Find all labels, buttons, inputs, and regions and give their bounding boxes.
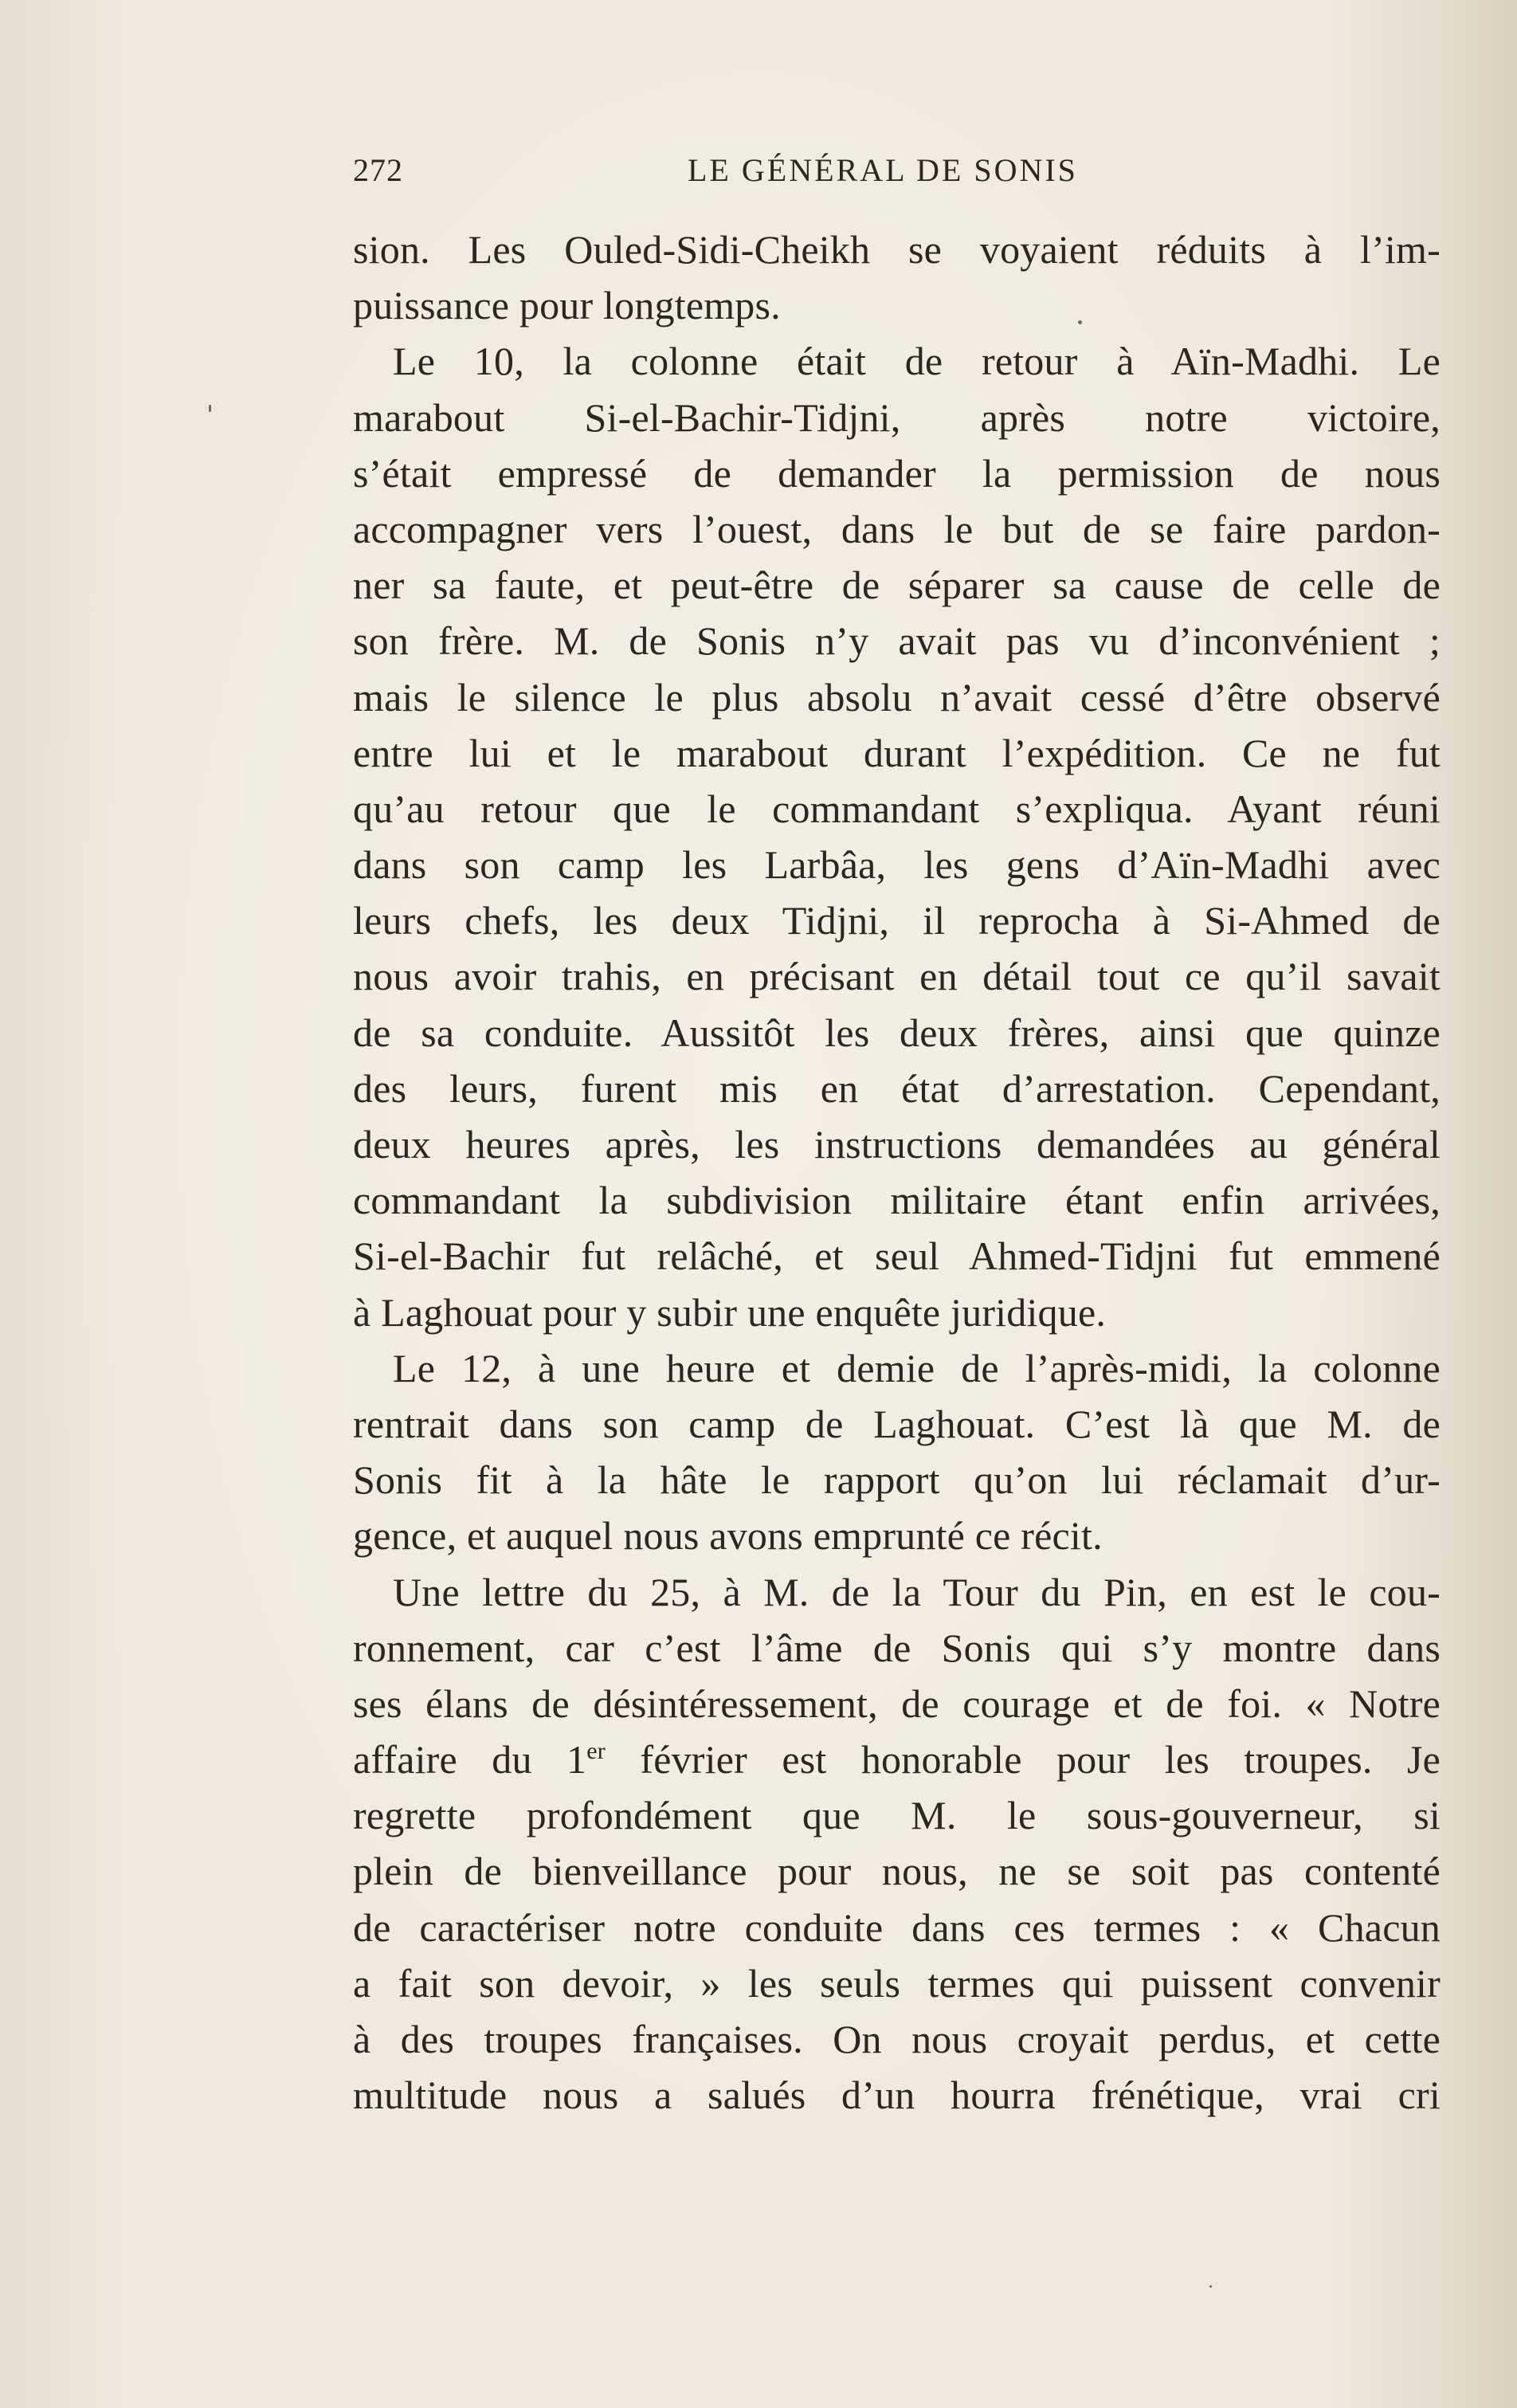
text-line: de caractériser notre conduite dans ces termes : « Chacun bbox=[353, 1904, 1441, 1950]
text-line: dans son camp les Larbâa, les gens d’Aïn-Madhi avec bbox=[353, 842, 1441, 888]
text-line: nous avoir trahis, en précisant en détail tout ce qu’il savait bbox=[353, 954, 1441, 999]
text-line: ses élans de désintéressement, de courage et de foi. « Notre bbox=[353, 1681, 1441, 1726]
text-line: a fait son devoir, » les seuls termes qui puissent convenir bbox=[353, 1960, 1441, 2006]
text-line: de sa conduite. Aussitôt les deux frères, ainsi que quinze bbox=[353, 1010, 1441, 1055]
text-line: deux heures après, les instructions demandées au général bbox=[353, 1122, 1441, 1167]
text-line: qu’au retour que le commandant s’expliqua. Ayant réuni bbox=[353, 786, 1441, 831]
text-line: accompagner vers l’ouest, dans le but de se faire pardon- bbox=[353, 506, 1441, 551]
text-line-with-superscript bbox=[353, 1731, 1441, 1787]
superscript: er bbox=[586, 1738, 606, 1765]
text-line: sion. Les Ouled-Sidi-Cheikh se voyaient réduits à l’im- bbox=[353, 227, 1441, 272]
running-head bbox=[353, 151, 1441, 199]
paper-speck bbox=[1078, 320, 1082, 324]
paragraph-start-line: Une lettre du 25, à M. de la Tour du Pin, en est le cou- bbox=[393, 1569, 1441, 1614]
text-line: rentrait dans son camp de Laghouat. C’est là que M. de bbox=[353, 1401, 1441, 1446]
paragraph-start-line: Le 12, à une heure et demie de l’après-midi, la colonne bbox=[393, 1345, 1441, 1390]
text-line: leurs chefs, les deux Tidjni, il reprocha à Si-Ahmed de bbox=[353, 898, 1441, 943]
paper-speck bbox=[1209, 2285, 1212, 2288]
line-segment: affaire du 1 bbox=[353, 1737, 587, 1782]
text-line: multitude nous a salués d’un hourra frénétique, vrai cri bbox=[353, 2073, 1441, 2118]
text-line: à Laghouat pour y subir une enquête juridique. bbox=[353, 1289, 1107, 1335]
text-line: s’était empressé de demander la permission de nous bbox=[353, 450, 1441, 496]
text-line: son frère. M. de Sonis n’y avait pas vu d’inconvénient ; bbox=[353, 618, 1441, 664]
text-line: mais le silence le plus absolu n’avait cessé d’être observé bbox=[353, 674, 1441, 720]
text-line: Si-el-Bachir fut relâché, et seul Ahmed-Tidjni fut emmené bbox=[353, 1233, 1441, 1279]
text-line: Sonis fit à la hâte le rapport qu’on lui réclamait d’ur- bbox=[353, 1457, 1441, 1503]
text-line: entre lui et le marabout durant l’expédition. Ce ne fut bbox=[353, 730, 1441, 775]
text-line: ronnement, car c’est l’âme de Sonis qui s’y montre dans bbox=[353, 1625, 1441, 1670]
page-number: 272 bbox=[353, 152, 403, 188]
running-title: LE GÉNÉRAL DE SONIS bbox=[688, 152, 1078, 188]
text-line: ner sa faute, et peut-être de séparer sa cause de celle de bbox=[353, 563, 1441, 608]
line-segment: février est honorable pour les troupes. Je bbox=[605, 1737, 1441, 1782]
text-line: plein de bienveillance pour nous, ne se soit pas contenté bbox=[353, 1849, 1441, 1894]
text-line: à des troupes françaises. On nous croyait perdus, et cette bbox=[353, 2017, 1441, 2061]
paper-speck bbox=[209, 405, 211, 412]
text-line: gence, et auquel nous avons emprunté ce récit. bbox=[353, 1513, 1103, 1559]
body-text bbox=[353, 222, 1441, 2123]
text-line: marabout Si-el-Bachir-Tidjni, après notre victoire, bbox=[353, 394, 1441, 440]
text-line: puissance pour longtemps. bbox=[353, 283, 781, 328]
text-line: des leurs, furent mis en état d’arrestation. Cependant, bbox=[353, 1065, 1441, 1111]
paragraph-start-line: Le 10, la colonne était de retour à Aïn-Madhi. Le bbox=[393, 339, 1441, 384]
text-line: regrette profondément que M. le sous-gouverneur, si bbox=[353, 1793, 1441, 1838]
text-line: commandant la subdivision militaire étant enfin arrivées, bbox=[353, 1178, 1441, 1223]
